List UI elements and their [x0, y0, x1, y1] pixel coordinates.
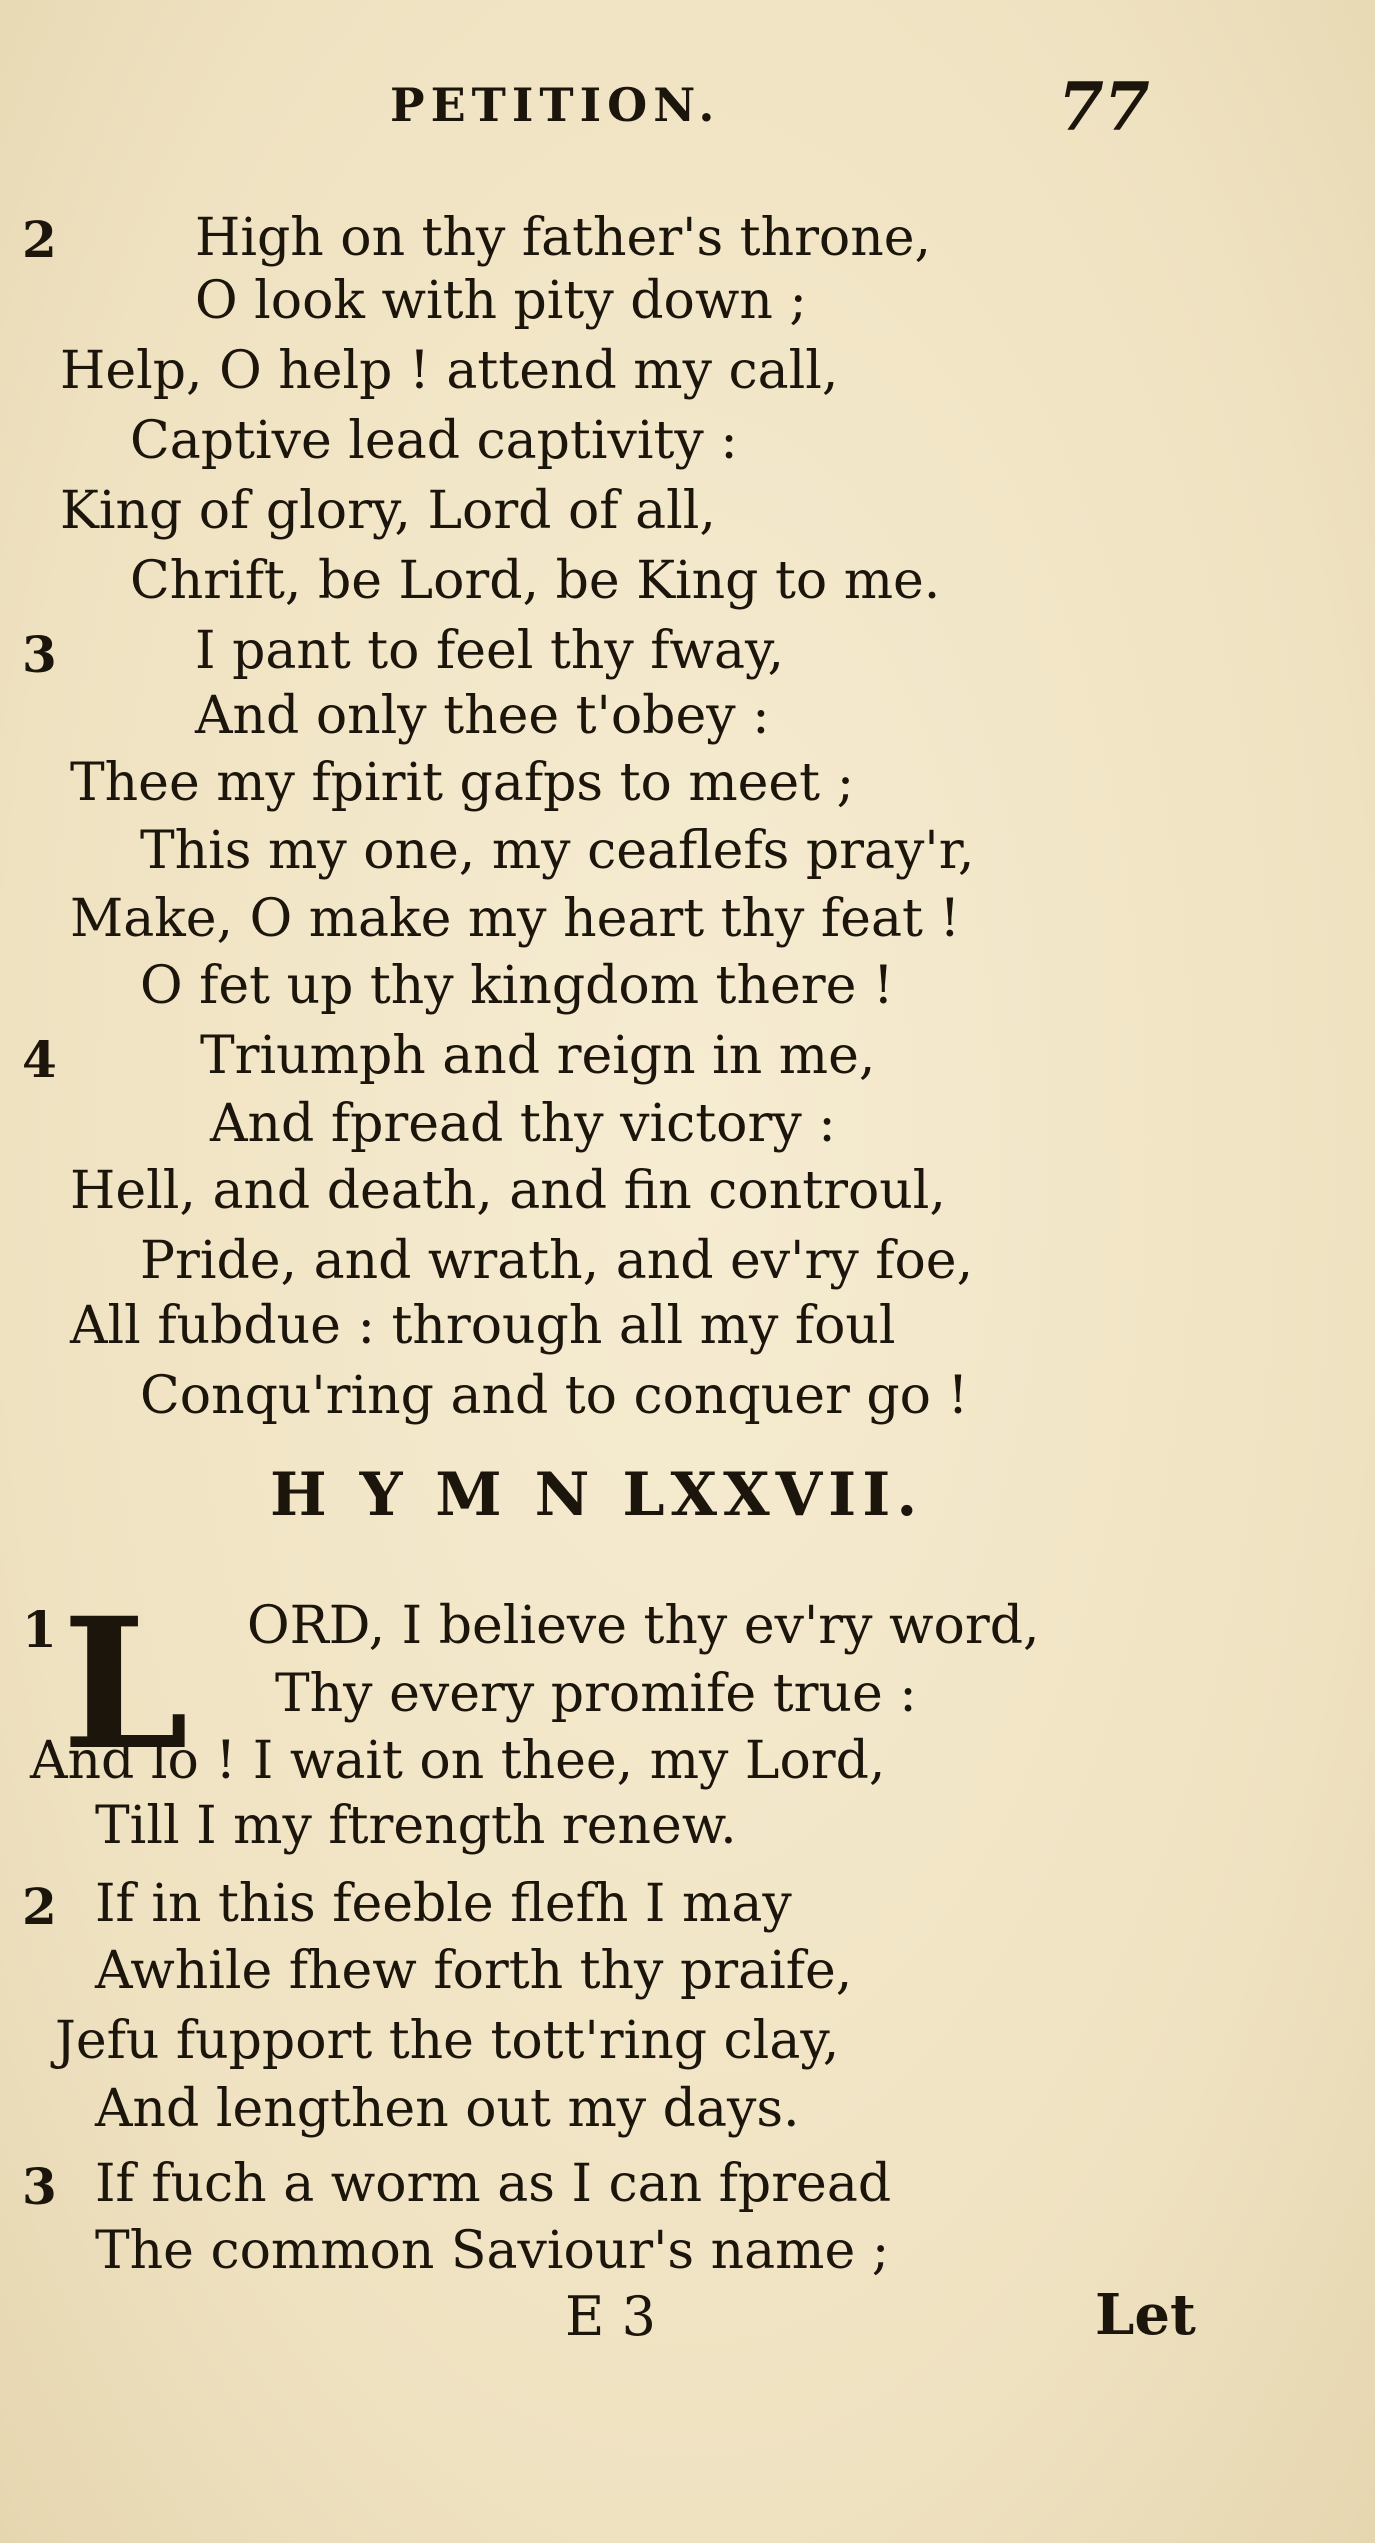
verse-line: And fpread thy victory :	[210, 1094, 836, 1154]
verse-line: Make, O make my heart thy feat !	[70, 889, 961, 949]
verse-line: Thy every promife true :	[275, 1664, 917, 1724]
catchword: Let	[1095, 2282, 1196, 2348]
signature-mark: E 3	[565, 2285, 656, 2348]
verse-line: Captive lead captivity :	[130, 411, 738, 471]
verse-line: Conqu'ring and to conquer go !	[140, 1366, 969, 1426]
page-number: 77	[1058, 68, 1150, 146]
verse-line: Help, O help ! attend my call,	[60, 341, 839, 401]
verse-line: O fet up thy kingdom there !	[140, 956, 894, 1016]
verse-line: And lo ! I wait on thee, my Lord,	[30, 1731, 886, 1791]
verse-line: O look with pity down ;	[195, 271, 807, 331]
verse-line: If in this feeble flefh I may	[95, 1874, 792, 1934]
verse-number: 2	[22, 210, 57, 269]
verse-number: 1	[22, 1600, 57, 1659]
verse-number: 4	[22, 1030, 57, 1089]
drop-capital: L	[62, 1579, 189, 1790]
verse-line: Thee my fpirit gafps to meet ;	[70, 753, 855, 813]
verse-line: And lengthen out my days.	[95, 2079, 800, 2139]
running-title: PETITION.	[390, 78, 721, 132]
verse-number: 3	[22, 625, 57, 684]
verse-line: Chrift, be Lord, be King to me.	[130, 551, 941, 611]
verse-line: Jefu fupport the tott'ring clay,	[55, 2011, 840, 2071]
verse-line: Hell, and death, and fin controul,	[70, 1161, 946, 1221]
verse-line: ORD, I believe thy ev'ry word,	[247, 1596, 1040, 1656]
verse-line: Triumph and reign in me,	[200, 1026, 876, 1086]
verse-line: All fubdue : through all my foul	[70, 1296, 896, 1356]
hymn-title: H Y M N LXXVII.	[270, 1460, 924, 1530]
verse-line: I pant to feel thy fway,	[195, 621, 785, 681]
verse-line: And only thee t'obey :	[195, 686, 770, 746]
verse-line: The common Saviour's name ;	[95, 2221, 890, 2281]
verse-line: If fuch a worm as I can fpread	[95, 2154, 892, 2214]
verse-line: Pride, and wrath, and ev'ry foe,	[140, 1231, 974, 1291]
verse-line: Till I my ftrength renew.	[95, 1796, 737, 1856]
verse-line: King of glory, Lord of all,	[60, 481, 716, 541]
verse-line: Awhile fhew forth thy praife,	[95, 1941, 853, 2001]
verse-number: 3	[22, 2157, 57, 2216]
verse-number: 2	[22, 1877, 57, 1936]
verse-line: This my one, my ceaflefs pray'r,	[140, 821, 975, 881]
verse-line: High on thy father's throne,	[195, 208, 932, 268]
